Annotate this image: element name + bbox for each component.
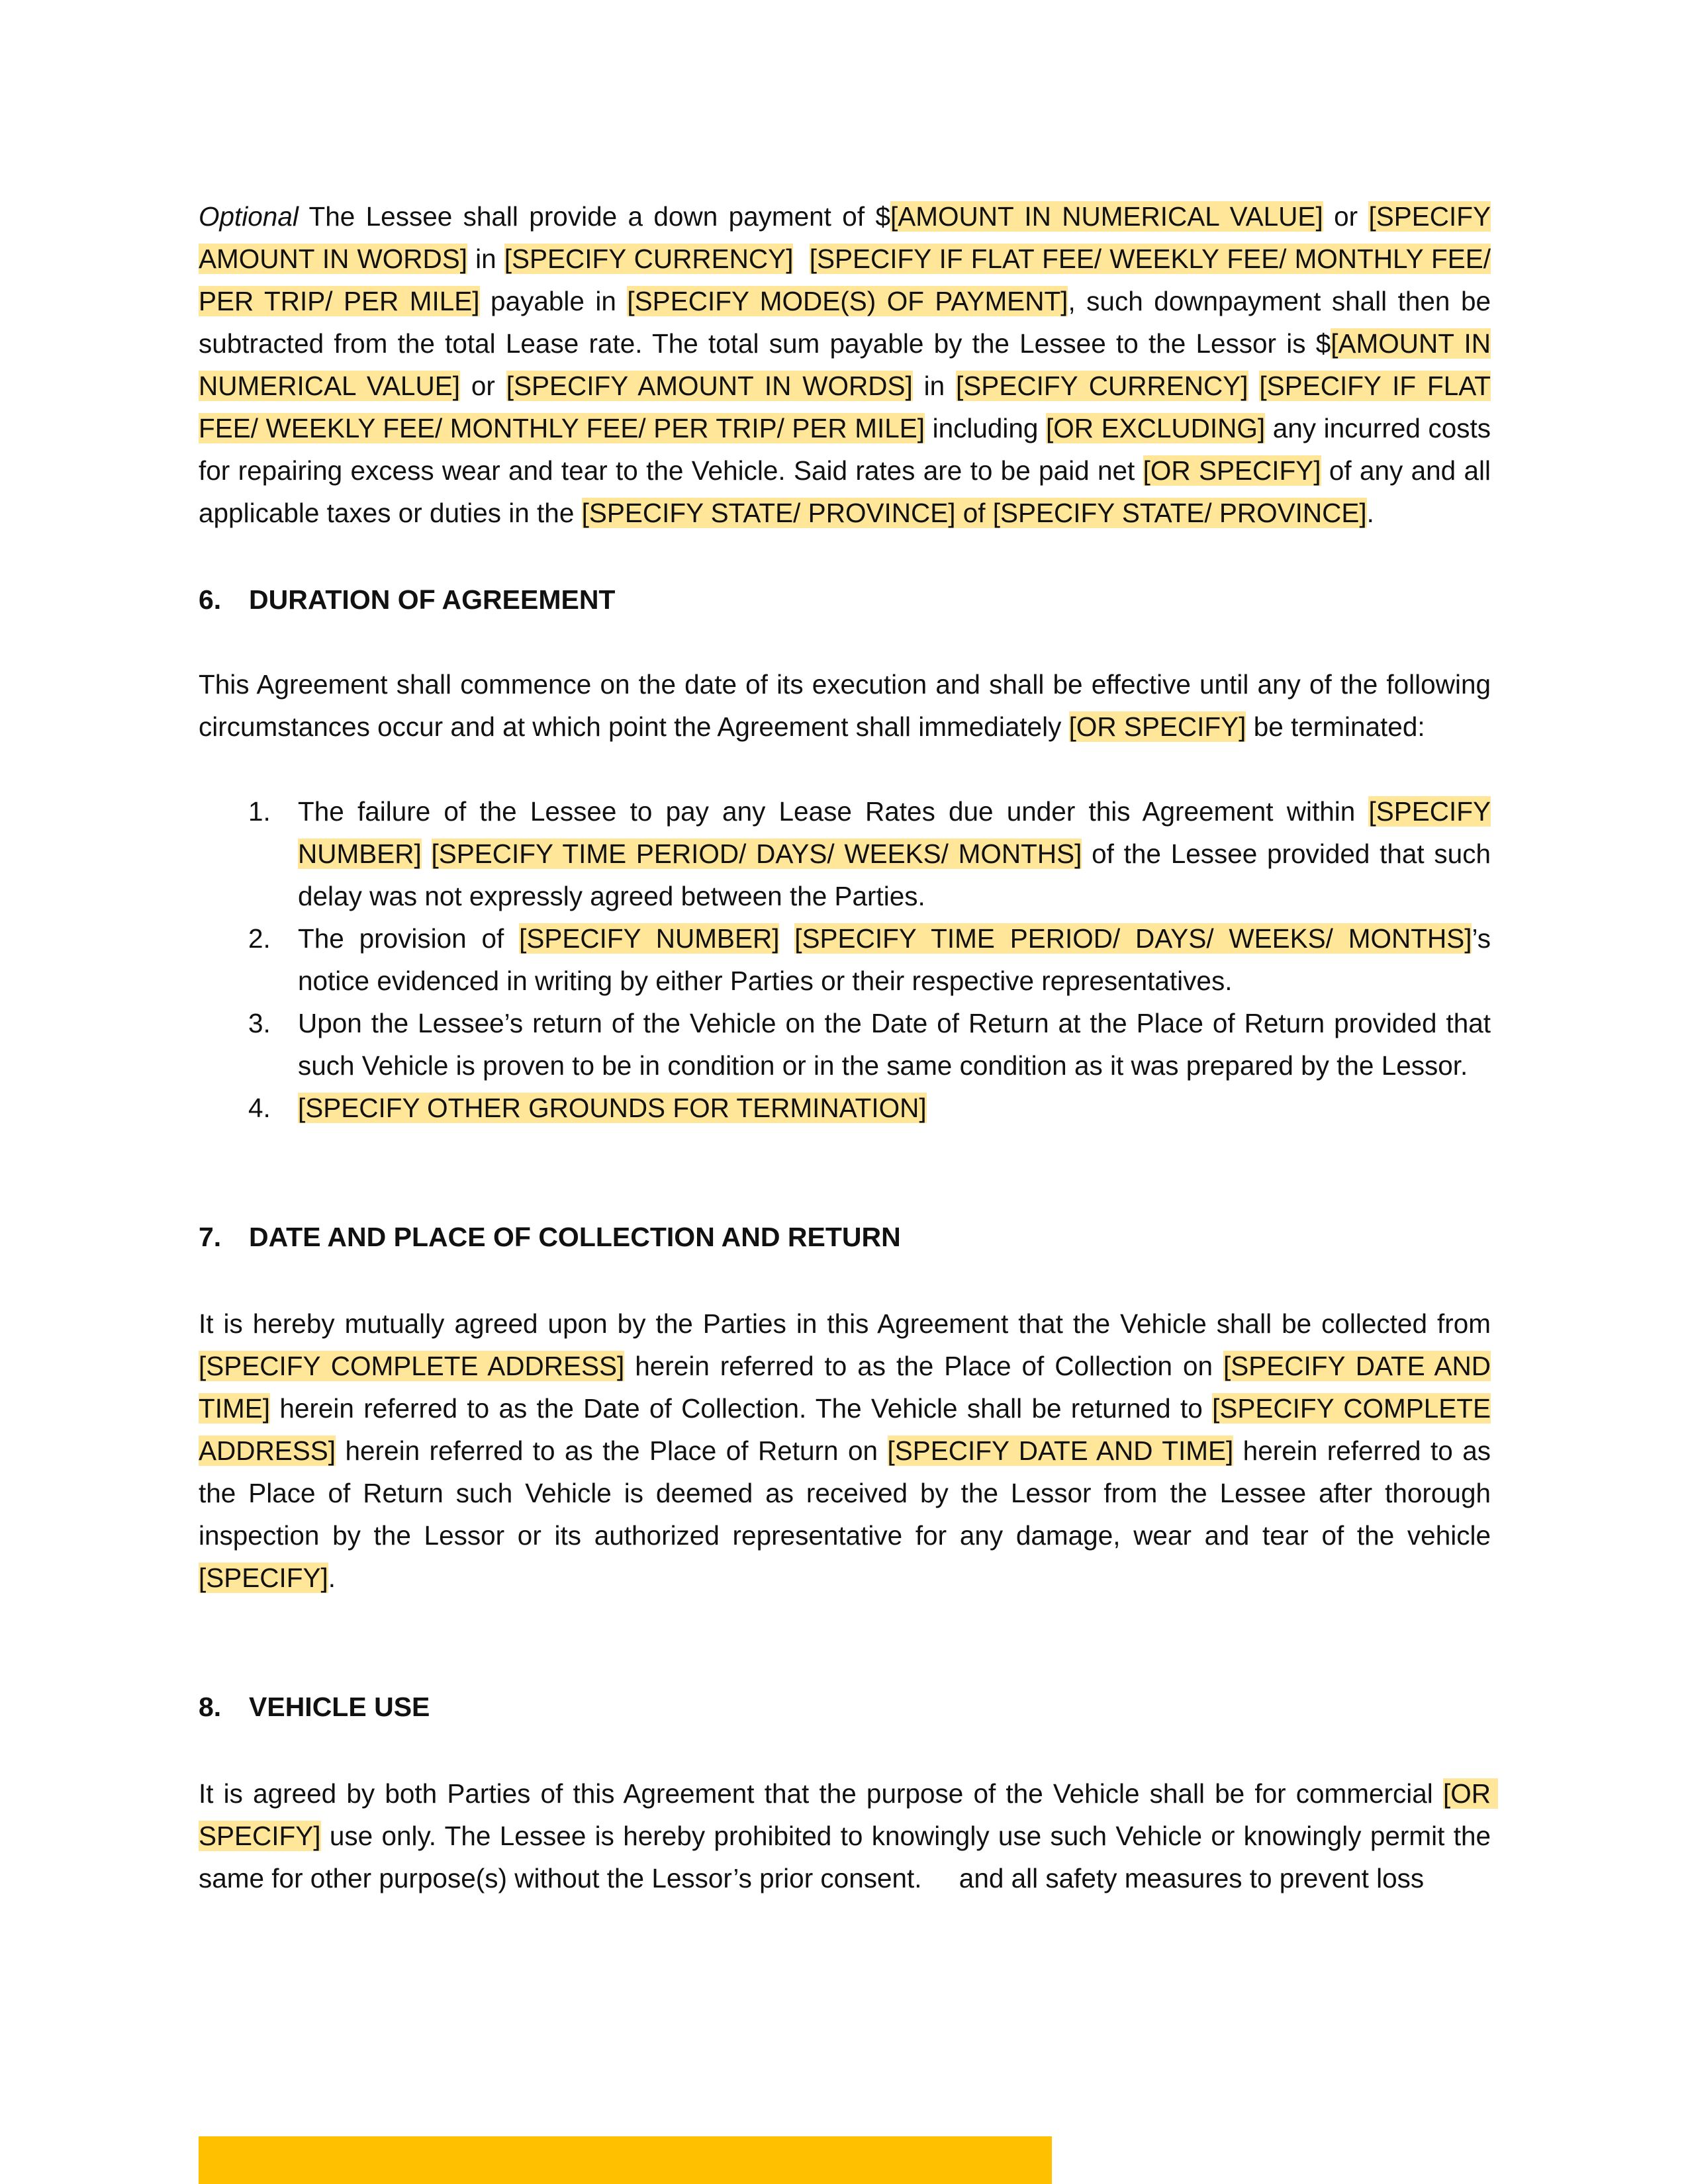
text-run: in	[467, 244, 504, 274]
text-run: or	[1323, 201, 1369, 232]
placeholder-field[interactable]: [SPECIFY MODE(S) OF PAYMENT]	[627, 286, 1068, 316]
text-run: .	[328, 1563, 336, 1593]
text-run: including	[925, 413, 1047, 443]
placeholder-field[interactable]: [OR SPECIFY]	[1143, 455, 1321, 486]
text-run: This Agreement shall commence on the date of its execution and shall be effective until any of the following circumstances occur and at which point the Agreement shall immediately	[199, 669, 1491, 742]
section-title: VEHICLE USE	[249, 1692, 430, 1722]
placeholder-field[interactable]: [SPECIFY TIME PERIOD/ DAYS/ WEEKS/ MONTHS]	[431, 839, 1082, 869]
text-run: of any and all applicable taxes or duties in the	[199, 455, 1491, 528]
placeholder-field[interactable]: [SPECIFY IF FLAT FEE/ WEEKLY FEE/ MONTHLY FEE/ PER TRIP/ PER MILE]	[199, 371, 1491, 443]
placeholder-field[interactable]: [AMOUNT IN NUMERICAL VALUE]	[890, 201, 1323, 232]
section-heading-collection-return	[199, 1216, 1491, 1258]
text-run: , such downpayment shall then be subtracted from the total Lease rate. The total sum payable by the Lessee to the Lessor is $	[199, 286, 1491, 359]
footer-accent-bar	[199, 2136, 1052, 2184]
text-run	[793, 244, 809, 274]
text-run	[779, 923, 794, 954]
text-run: herein referred to as the Place of Collection on	[624, 1351, 1223, 1381]
text-run: herein referred to as the Place of Return on	[336, 1435, 888, 1466]
list-number: 4.	[248, 1093, 271, 1123]
text-run: herein referred to as the Date of Collection. The Vehicle shall be returned to	[270, 1393, 1213, 1424]
list-item	[248, 917, 1491, 1002]
text-run	[1248, 371, 1260, 401]
document-body	[199, 195, 1499, 1899]
optional-label: Optional	[199, 201, 299, 232]
list-item-text	[298, 790, 1491, 917]
text-run: or	[459, 371, 506, 401]
placeholder-field[interactable]: [SPECIFY CURRENCY]	[504, 244, 794, 274]
placeholder-field[interactable]: [SPECIFY IF FLAT FEE/ WEEKLY FEE/ MONTHLY FEE/ PER TRIP/ PER MILE]	[199, 244, 1491, 316]
placeholder-field[interactable]: [SPECIFY AMOUNT IN WORDS]	[199, 201, 1491, 274]
text-run: of the Lessee provided that such delay was not expressly agreed between the Parties.	[298, 839, 1491, 911]
text-run: be terminated:	[1246, 711, 1425, 742]
placeholder-field[interactable]: [OR SPECIFY]	[199, 1778, 1499, 1851]
section-title: DURATION OF AGREEMENT	[249, 584, 616, 615]
list-item-text	[298, 1087, 1491, 1129]
collection-return-paragraph	[199, 1302, 1491, 1599]
placeholder-field[interactable]: [AMOUNT IN NUMERICAL VALUE]	[199, 328, 1491, 401]
list-item-text	[298, 917, 1491, 1002]
text-run: use only. The Lessee is hereby prohibited to knowingly use such Vehicle or knowingly permit the same for other purpose(s) without the Lessor’s prior consent. and all safety measures to prevent loss	[199, 1821, 1499, 1893]
placeholder-field[interactable]: [SPECIFY NUMBER]	[519, 923, 780, 954]
placeholder-field[interactable]: [OR SPECIFY]	[1068, 711, 1246, 742]
text-run: The Lessee shall provide a down payment of $	[298, 201, 890, 232]
duration-paragraph	[199, 663, 1491, 748]
text-run: The failure of the Lessee to pay any Lease Rates due under this Agreement within	[298, 796, 1369, 827]
section-heading-duration	[199, 578, 1491, 621]
list-number: 2.	[248, 923, 271, 954]
placeholder-field[interactable]: [SPECIFY TIME PERIOD/ DAYS/ WEEKS/ MONTHS]	[794, 923, 1472, 954]
text-run	[422, 839, 432, 869]
placeholder-field[interactable]: [SPECIFY COMPLETE ADDRESS]	[199, 1351, 625, 1381]
list-number: 1.	[248, 796, 271, 827]
list-number: 3.	[248, 1008, 271, 1038]
placeholder-field[interactable]: [SPECIFY OTHER GROUNDS FOR TERMINATION]	[298, 1093, 927, 1123]
text-run: in	[912, 371, 957, 401]
text-run: ’s notice evidenced in writing by either Parties or their respective representatives.	[298, 923, 1491, 996]
section-title: DATE AND PLACE OF COLLECTION AND RETURN	[249, 1222, 901, 1252]
section-number: 7.	[199, 1222, 222, 1252]
text-run: payable in	[479, 286, 628, 316]
placeholder-field[interactable]: [OR EXCLUDING]	[1046, 413, 1266, 443]
section-number: 6.	[199, 584, 222, 615]
list-item	[248, 790, 1491, 917]
payment-paragraph	[199, 195, 1491, 534]
placeholder-field[interactable]: [SPECIFY COMPLETE ADDRESS]	[199, 1393, 1491, 1466]
text-run: It is agreed by both Parties of this Agreement that the purpose of the Vehicle shall be for commercial	[199, 1778, 1443, 1809]
placeholder-field[interactable]: [SPECIFY]	[199, 1563, 328, 1593]
list-item-text: Upon the Lessee’s return of the Vehicle on the Date of Return at the Place of Return provided that such Vehicle is proven to be in condition or in the same condition as it was prepared by the Lessor.	[298, 1008, 1491, 1081]
placeholder-field[interactable]: [SPECIFY DATE AND TIME]	[199, 1351, 1491, 1424]
vehicle-use-paragraph	[199, 1772, 1499, 1899]
placeholder-field[interactable]: [SPECIFY NUMBER]	[298, 796, 1491, 869]
list-item	[248, 1087, 1491, 1129]
list-item	[248, 1002, 1491, 1087]
placeholder-field[interactable]: [SPECIFY STATE/ PROVINCE] of [SPECIFY STATE/ PROVINCE]	[581, 498, 1367, 528]
text-run: .	[1366, 498, 1374, 528]
text-run: It is hereby mutually agreed upon by the Parties in this Agreement that the Vehicle shall be collected from	[199, 1308, 1491, 1339]
text-run: The provision of	[298, 923, 520, 954]
termination-list	[199, 790, 1491, 1129]
placeholder-field[interactable]: [SPECIFY DATE AND TIME]	[887, 1435, 1234, 1466]
text-run: herein referred to as the Place of Return such Vehicle is deemed as received by the Lessor from the Lessee after thorough inspection by the Lessor or its authorized representative for any damage, wear and tear of the vehicle	[199, 1435, 1491, 1551]
section-number: 8.	[199, 1692, 222, 1722]
section-heading-vehicle-use	[199, 1686, 1491, 1728]
placeholder-field[interactable]: [SPECIFY CURRENCY]	[956, 371, 1248, 401]
text-run: any incurred costs for repairing excess wear and tear to the Vehicle. Said rates are to be paid net	[199, 413, 1491, 486]
placeholder-field[interactable]: [SPECIFY AMOUNT IN WORDS]	[506, 371, 913, 401]
